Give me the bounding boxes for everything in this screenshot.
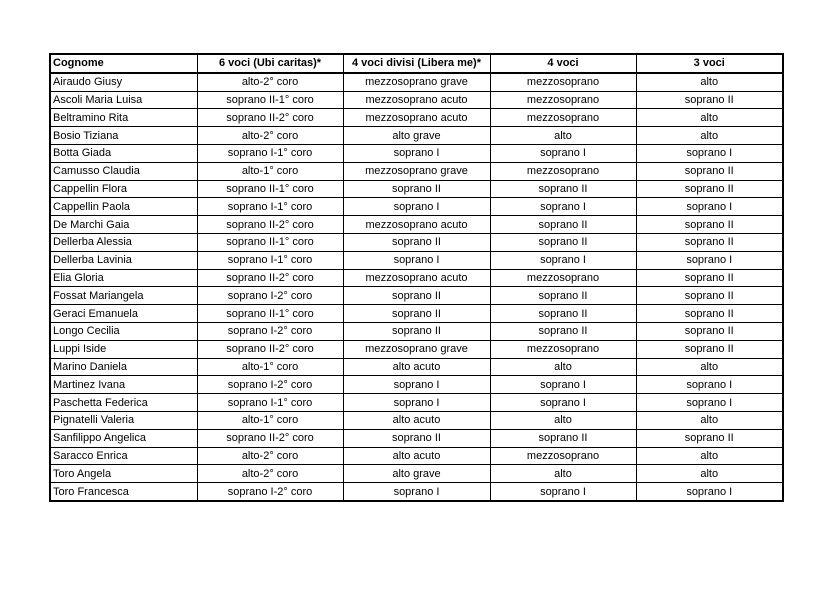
cell-3-voci: soprano II <box>636 91 783 109</box>
cell-4-voci: soprano I <box>490 251 636 269</box>
cell-6-voci: soprano II-1° coro <box>197 305 343 323</box>
cell-4-voci: mezzosoprano <box>490 340 636 358</box>
cell-4-voci: soprano I <box>490 394 636 412</box>
cell-4-voci-divisi: soprano I <box>343 251 490 269</box>
table-row <box>50 429 783 447</box>
table-row <box>50 269 783 287</box>
cell-cognome: Paschetta Federica <box>50 394 197 412</box>
cell-4-voci: alto <box>490 358 636 376</box>
table-row <box>50 358 783 376</box>
table-row <box>50 483 783 501</box>
cell-6-voci: soprano II-1° coro <box>197 233 343 251</box>
table-row <box>50 127 783 145</box>
cell-3-voci: soprano I <box>636 144 783 162</box>
cell-3-voci: alto <box>636 411 783 429</box>
table-row <box>50 340 783 358</box>
table-row <box>50 144 783 162</box>
cell-3-voci: alto <box>636 109 783 127</box>
cell-cognome: Saracco Enrica <box>50 447 197 465</box>
cell-cognome: Beltramino Rita <box>50 109 197 127</box>
cell-4-voci: mezzosoprano <box>490 162 636 180</box>
table-row <box>50 411 783 429</box>
cell-3-voci: alto <box>636 73 783 91</box>
table-row <box>50 376 783 394</box>
cell-6-voci: alto-2° coro <box>197 465 343 483</box>
cell-3-voci: alto <box>636 465 783 483</box>
cell-3-voci: soprano II <box>636 322 783 340</box>
cell-cognome: Sanfilippo Angelica <box>50 429 197 447</box>
cell-4-voci: alto <box>490 465 636 483</box>
cell-6-voci: alto-2° coro <box>197 73 343 91</box>
header-4-voci-divisi: 4 voci divisi (Libera me)* <box>343 54 490 73</box>
cell-6-voci: alto-2° coro <box>197 127 343 145</box>
cell-3-voci: soprano II <box>636 162 783 180</box>
cell-6-voci: soprano I-2° coro <box>197 483 343 501</box>
table-row <box>50 251 783 269</box>
cell-3-voci: alto <box>636 127 783 145</box>
cell-4-voci-divisi: mezzosoprano grave <box>343 73 490 91</box>
cell-4-voci: soprano II <box>490 322 636 340</box>
cell-4-voci: soprano II <box>490 287 636 305</box>
cell-cognome: Marino Daniela <box>50 358 197 376</box>
cell-4-voci-divisi: mezzosoprano grave <box>343 340 490 358</box>
cell-6-voci: soprano II-1° coro <box>197 91 343 109</box>
cell-6-voci: alto-1° coro <box>197 162 343 180</box>
cell-4-voci: alto <box>490 411 636 429</box>
cell-3-voci: soprano I <box>636 376 783 394</box>
cell-4-voci-divisi: soprano II <box>343 305 490 323</box>
cell-6-voci: soprano I-2° coro <box>197 287 343 305</box>
cell-4-voci-divisi: soprano II <box>343 233 490 251</box>
table-row <box>50 162 783 180</box>
cell-3-voci: soprano II <box>636 429 783 447</box>
cell-6-voci: alto-1° coro <box>197 411 343 429</box>
cell-6-voci: soprano I-1° coro <box>197 394 343 412</box>
header-3-voci: 3 voci <box>636 54 783 73</box>
cell-3-voci: soprano II <box>636 269 783 287</box>
cell-4-voci-divisi: alto grave <box>343 127 490 145</box>
cell-cognome: Ascoli Maria Luisa <box>50 91 197 109</box>
table-row <box>50 91 783 109</box>
cell-4-voci: mezzosoprano <box>490 91 636 109</box>
cell-6-voci: soprano II-2° coro <box>197 109 343 127</box>
cell-cognome: Pignatelli Valeria <box>50 411 197 429</box>
cell-4-voci-divisi: soprano I <box>343 198 490 216</box>
cell-6-voci: soprano I-1° coro <box>197 251 343 269</box>
table-row <box>50 216 783 234</box>
cell-3-voci: soprano I <box>636 198 783 216</box>
table-row <box>50 180 783 198</box>
table-row <box>50 287 783 305</box>
cell-cognome: Luppi Iside <box>50 340 197 358</box>
cell-4-voci-divisi: soprano II <box>343 180 490 198</box>
cell-4-voci-divisi: alto acuto <box>343 411 490 429</box>
cell-4-voci: soprano II <box>490 429 636 447</box>
cell-3-voci: soprano I <box>636 483 783 501</box>
cell-4-voci-divisi: alto grave <box>343 465 490 483</box>
cell-4-voci-divisi: soprano II <box>343 322 490 340</box>
cell-4-voci: alto <box>490 127 636 145</box>
cell-cognome: Dellerba Alessia <box>50 233 197 251</box>
cell-4-voci: soprano II <box>490 233 636 251</box>
cell-4-voci: mezzosoprano <box>490 109 636 127</box>
cell-cognome: Airaudo Giusy <box>50 73 197 91</box>
cell-3-voci: soprano II <box>636 340 783 358</box>
cell-6-voci: soprano II-1° coro <box>197 180 343 198</box>
cell-cognome: Cappellin Paola <box>50 198 197 216</box>
cell-cognome: Martinez Ivana <box>50 376 197 394</box>
cell-3-voci: soprano II <box>636 216 783 234</box>
header-4-voci: 4 voci <box>490 54 636 73</box>
table-row <box>50 465 783 483</box>
cell-cognome: De Marchi Gaia <box>50 216 197 234</box>
cell-4-voci-divisi: alto acuto <box>343 358 490 376</box>
cell-3-voci: soprano I <box>636 394 783 412</box>
cell-3-voci: soprano II <box>636 233 783 251</box>
cell-4-voci-divisi: mezzosoprano acuto <box>343 216 490 234</box>
table-row <box>50 394 783 412</box>
cell-4-voci: mezzosoprano <box>490 447 636 465</box>
cell-4-voci: soprano I <box>490 483 636 501</box>
cell-3-voci: soprano II <box>636 305 783 323</box>
cell-cognome: Elia Gloria <box>50 269 197 287</box>
cell-3-voci: soprano II <box>636 287 783 305</box>
cell-4-voci-divisi: soprano I <box>343 483 490 501</box>
cell-cognome: Toro Francesca <box>50 483 197 501</box>
cell-4-voci-divisi: mezzosoprano acuto <box>343 269 490 287</box>
cell-4-voci: soprano I <box>490 144 636 162</box>
cell-4-voci-divisi: mezzosoprano acuto <box>343 91 490 109</box>
table-row <box>50 233 783 251</box>
header-cognome: Cognome <box>50 54 197 73</box>
cell-cognome: Camusso Claudia <box>50 162 197 180</box>
cell-4-voci: soprano II <box>490 305 636 323</box>
cell-6-voci: alto-1° coro <box>197 358 343 376</box>
table-row <box>50 109 783 127</box>
cell-4-voci-divisi: soprano II <box>343 429 490 447</box>
cell-6-voci: soprano II-2° coro <box>197 429 343 447</box>
cell-cognome: Geraci Emanuela <box>50 305 197 323</box>
cell-cognome: Toro Angela <box>50 465 197 483</box>
cell-6-voci: alto-2° coro <box>197 447 343 465</box>
cell-4-voci-divisi: soprano I <box>343 144 490 162</box>
cell-4-voci: soprano I <box>490 198 636 216</box>
cell-4-voci: soprano I <box>490 376 636 394</box>
cell-3-voci: alto <box>636 358 783 376</box>
table-row <box>50 73 783 91</box>
cell-cognome: Longo Cecilia <box>50 322 197 340</box>
cell-4-voci-divisi: mezzosoprano grave <box>343 162 490 180</box>
cell-cognome: Botta Giada <box>50 144 197 162</box>
cell-6-voci: soprano I-2° coro <box>197 322 343 340</box>
cell-6-voci: soprano II-2° coro <box>197 216 343 234</box>
cell-4-voci: mezzosoprano <box>490 73 636 91</box>
cell-cognome: Dellerba Lavinia <box>50 251 197 269</box>
table-row <box>50 198 783 216</box>
table-row <box>50 447 783 465</box>
cell-6-voci: soprano II-2° coro <box>197 340 343 358</box>
cell-4-voci: soprano II <box>490 216 636 234</box>
cell-4-voci-divisi: soprano II <box>343 287 490 305</box>
cell-4-voci: mezzosoprano <box>490 269 636 287</box>
cell-6-voci: soprano II-2° coro <box>197 269 343 287</box>
voice-assignment-table <box>49 53 784 502</box>
cell-cognome: Cappellin Flora <box>50 180 197 198</box>
table-row <box>50 305 783 323</box>
header-6-voci: 6 voci (Ubi caritas)* <box>197 54 343 73</box>
cell-4-voci-divisi: soprano I <box>343 376 490 394</box>
cell-4-voci-divisi: soprano I <box>343 394 490 412</box>
cell-4-voci: soprano II <box>490 180 636 198</box>
cell-cognome: Fossat Mariangela <box>50 287 197 305</box>
header-row <box>50 54 783 73</box>
cell-3-voci: soprano I <box>636 251 783 269</box>
cell-6-voci: soprano I-2° coro <box>197 376 343 394</box>
cell-3-voci: soprano II <box>636 180 783 198</box>
cell-6-voci: soprano I-1° coro <box>197 198 343 216</box>
cell-3-voci: alto <box>636 447 783 465</box>
table-row <box>50 322 783 340</box>
cell-cognome: Bosio Tiziana <box>50 127 197 145</box>
cell-4-voci-divisi: alto acuto <box>343 447 490 465</box>
cell-6-voci: soprano I-1° coro <box>197 144 343 162</box>
cell-4-voci-divisi: mezzosoprano acuto <box>343 109 490 127</box>
